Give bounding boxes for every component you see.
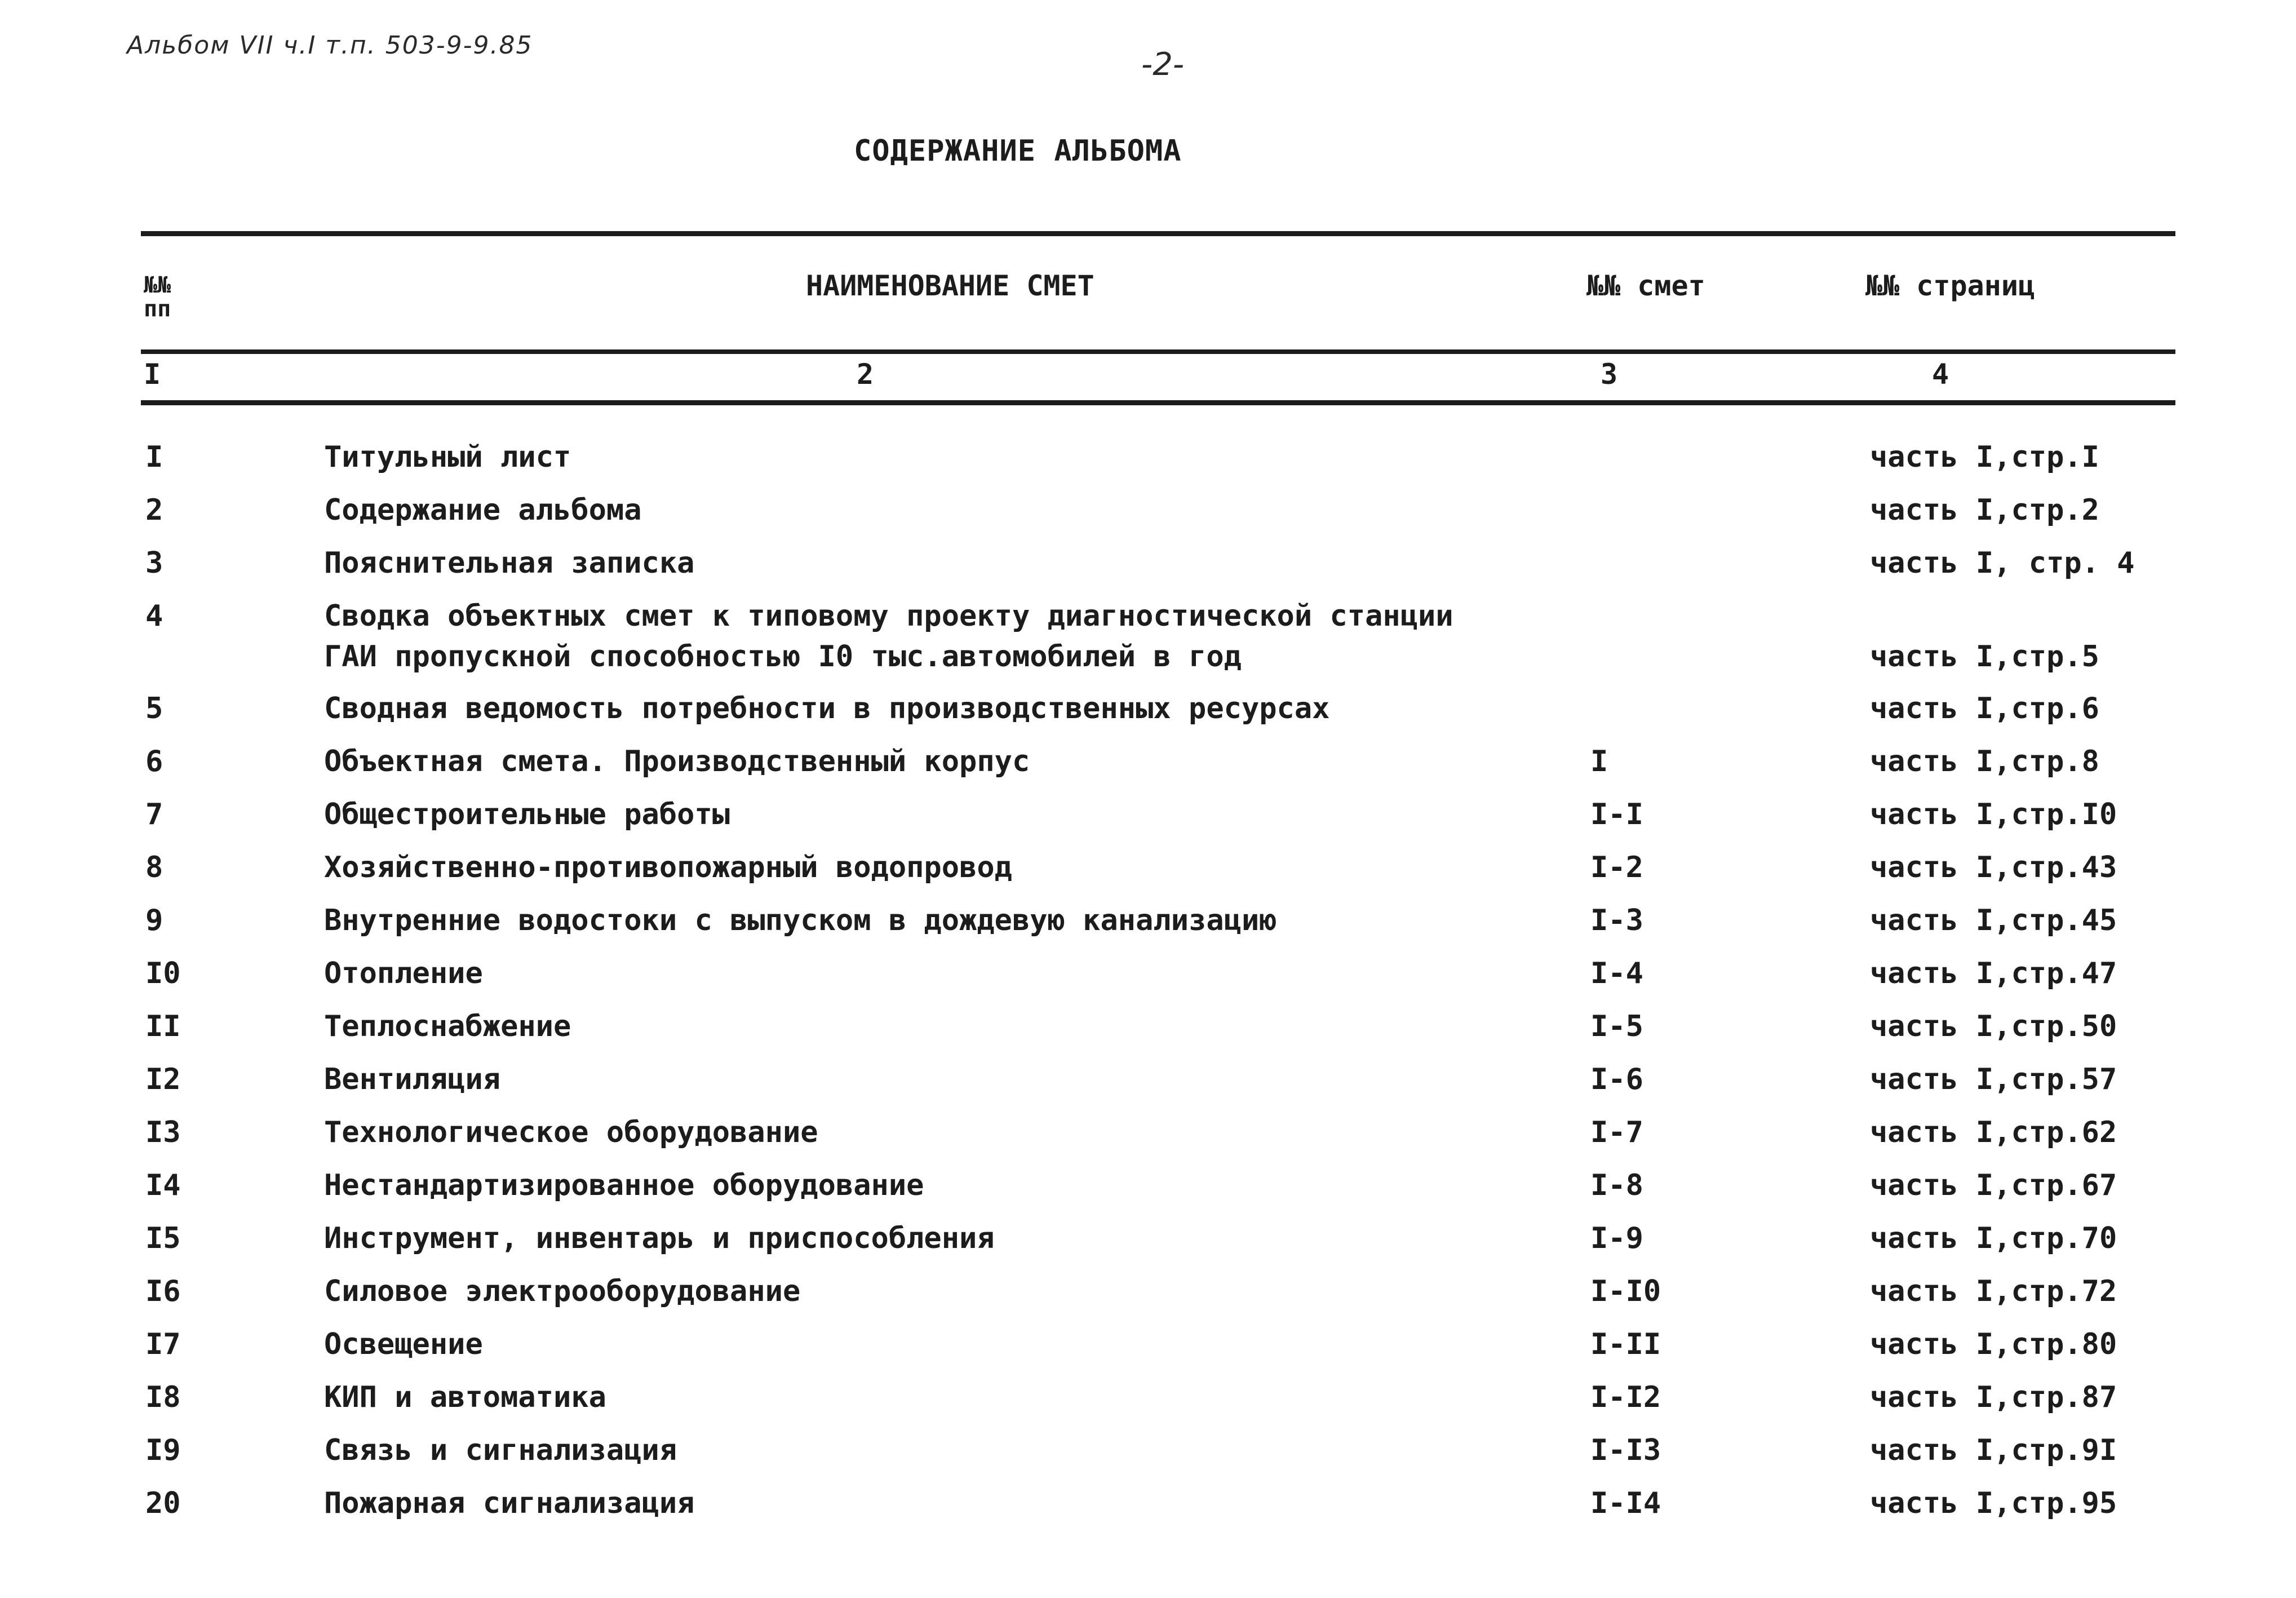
row-number: 6 — [145, 745, 163, 778]
table-row — [0, 1006, 2296, 1059]
row-name: Внутренние водостоки с выпуском в дождевую канализацию — [324, 904, 1277, 937]
row-number: I5 — [145, 1221, 181, 1255]
row-name: Хозяйственно-противопожарный водопровод — [324, 851, 1012, 884]
row-name: Объектная смета. Производственный корпус — [324, 745, 1030, 778]
row-pages: часть I,стр.9I — [1870, 1433, 2117, 1467]
row-name: Сводка объектных смет к типовому проекту диагностической станции ГАИ пропускной способностью I0 тыс.автомобилей в год — [324, 599, 1453, 674]
row-estimate: I-8 — [1590, 1168, 1643, 1202]
row-pages: часть I,стр.95 — [1870, 1486, 2117, 1520]
table-row — [0, 1165, 2296, 1218]
row-estimate: I-6 — [1590, 1063, 1643, 1096]
row-number: I6 — [145, 1274, 181, 1308]
table-row — [0, 1483, 2296, 1536]
row-pages: часть I,стр.87 — [1870, 1380, 2117, 1414]
column-numbers-rule — [141, 400, 2175, 405]
row-number: 9 — [145, 904, 163, 937]
row-name: Силовое электрооборудование — [324, 1274, 801, 1308]
row-pages: часть I,стр.8 — [1870, 745, 2099, 778]
table-row — [0, 1059, 2296, 1112]
row-estimate: I-I0 — [1590, 1274, 1661, 1308]
table-row — [0, 1218, 2296, 1271]
table-row — [0, 596, 2296, 688]
row-pages: часть I,стр.57 — [1870, 1063, 2117, 1096]
table-row — [0, 953, 2296, 1006]
table-row — [0, 1324, 2296, 1377]
row-name: Освещение — [324, 1327, 483, 1361]
row-number: 20 — [145, 1486, 181, 1520]
row-pages: часть I,стр.5 — [1870, 640, 2099, 674]
row-pages: часть I,стр.6 — [1870, 692, 2099, 725]
row-name: Инструмент, инвентарь и приспособления — [324, 1221, 995, 1255]
page-number: -2- — [1141, 46, 1185, 83]
contents-table-body — [0, 437, 2296, 1536]
table-row — [0, 437, 2296, 490]
row-estimate: I-7 — [1590, 1115, 1643, 1149]
row-estimate: I-9 — [1590, 1221, 1643, 1255]
row-estimate: I-II — [1590, 1327, 1661, 1361]
row-number: I0 — [145, 957, 181, 990]
table-row — [0, 1377, 2296, 1430]
table-row — [0, 688, 2296, 741]
row-pages: часть I,стр.62 — [1870, 1115, 2117, 1149]
table-top-rule — [141, 231, 2175, 236]
row-name: Вентиляция — [324, 1063, 501, 1096]
row-name: Сводная ведомость потребности в производственных ресурсах — [324, 692, 1330, 725]
row-name: КИП и автоматика — [324, 1380, 606, 1414]
table-row — [0, 847, 2296, 900]
column-header-number: №№ пп — [144, 272, 171, 322]
row-number: 7 — [145, 798, 163, 831]
row-number: 3 — [145, 546, 163, 580]
row-pages: часть I,стр.80 — [1870, 1327, 2117, 1361]
row-pages: часть I,стр.2 — [1870, 493, 2099, 527]
table-row — [0, 900, 2296, 953]
table-row — [0, 794, 2296, 847]
column-header-pages: №№ страниц — [1865, 269, 2036, 302]
row-name: Отопление — [324, 957, 483, 990]
row-number: I7 — [145, 1327, 181, 1361]
row-estimate: I-I4 — [1590, 1486, 1661, 1520]
row-pages: часть I,стр.43 — [1870, 851, 2117, 884]
row-pages: часть I,стр.47 — [1870, 957, 2117, 990]
row-number: I3 — [145, 1115, 181, 1149]
row-name: Содержание альбома — [324, 493, 642, 527]
row-number: 5 — [145, 692, 163, 725]
row-estimate: I-2 — [1590, 851, 1643, 884]
row-name: Титульный лист — [324, 440, 571, 474]
row-estimate: I-I3 — [1590, 1433, 1661, 1467]
row-estimate: I-I — [1590, 798, 1643, 831]
row-number: II — [145, 1010, 181, 1043]
row-number: 4 — [145, 599, 163, 633]
table-row — [0, 1430, 2296, 1483]
column-number-3: 3 — [1601, 358, 1618, 391]
column-header-estimate: №№ смет — [1586, 269, 1705, 302]
row-number: I — [145, 440, 163, 474]
row-pages: часть I,стр.67 — [1870, 1168, 2117, 1202]
row-number: I9 — [145, 1433, 181, 1467]
table-row — [0, 1271, 2296, 1324]
row-pages: часть I,стр.I0 — [1870, 798, 2117, 831]
table-row — [0, 543, 2296, 596]
row-estimate: I — [1590, 745, 1608, 778]
table-row — [0, 741, 2296, 794]
row-number: I8 — [145, 1380, 181, 1414]
header-rule — [141, 349, 2175, 354]
row-number: I2 — [145, 1063, 181, 1096]
row-pages: часть I,стр.45 — [1870, 904, 2117, 937]
row-name: Общестроительные работы — [324, 798, 730, 831]
column-header-name: НАИМЕНОВАНИЕ СМЕТ — [806, 269, 1094, 302]
row-name: Пожарная сигнализация — [324, 1486, 695, 1520]
row-pages: часть I,стр.70 — [1870, 1221, 2117, 1255]
row-estimate: I-4 — [1590, 957, 1643, 990]
row-name: Связь и сигнализация — [324, 1433, 677, 1467]
row-number: 8 — [145, 851, 163, 884]
row-number: 2 — [145, 493, 163, 527]
row-pages: часть I, стр. 4 — [1870, 546, 2135, 580]
handwritten-album-note: Альбом VII ч.I т.п. 503-9-9.85 — [127, 31, 533, 60]
row-name: Пояснительная записка — [324, 546, 695, 580]
column-number-4: 4 — [1932, 358, 1949, 391]
row-pages: часть I,стр.50 — [1870, 1010, 2117, 1043]
table-row — [0, 490, 2296, 543]
column-number-2: 2 — [857, 358, 874, 391]
column-number-1: I — [144, 358, 161, 391]
row-pages: часть I,стр.I — [1870, 440, 2099, 474]
table-row — [0, 1112, 2296, 1165]
row-name: Технологическое оборудование — [324, 1115, 818, 1149]
row-number: I4 — [145, 1168, 181, 1202]
page-title: СОДЕРЖАНИЕ АЛЬБОМА — [854, 134, 1182, 168]
row-name: Теплоснабжение — [324, 1010, 571, 1043]
row-estimate: I-3 — [1590, 904, 1643, 937]
row-pages: часть I,стр.72 — [1870, 1274, 2117, 1308]
row-estimate: I-I2 — [1590, 1380, 1661, 1414]
row-name: Нестандартизированное оборудование — [324, 1168, 924, 1202]
row-estimate: I-5 — [1590, 1010, 1643, 1043]
